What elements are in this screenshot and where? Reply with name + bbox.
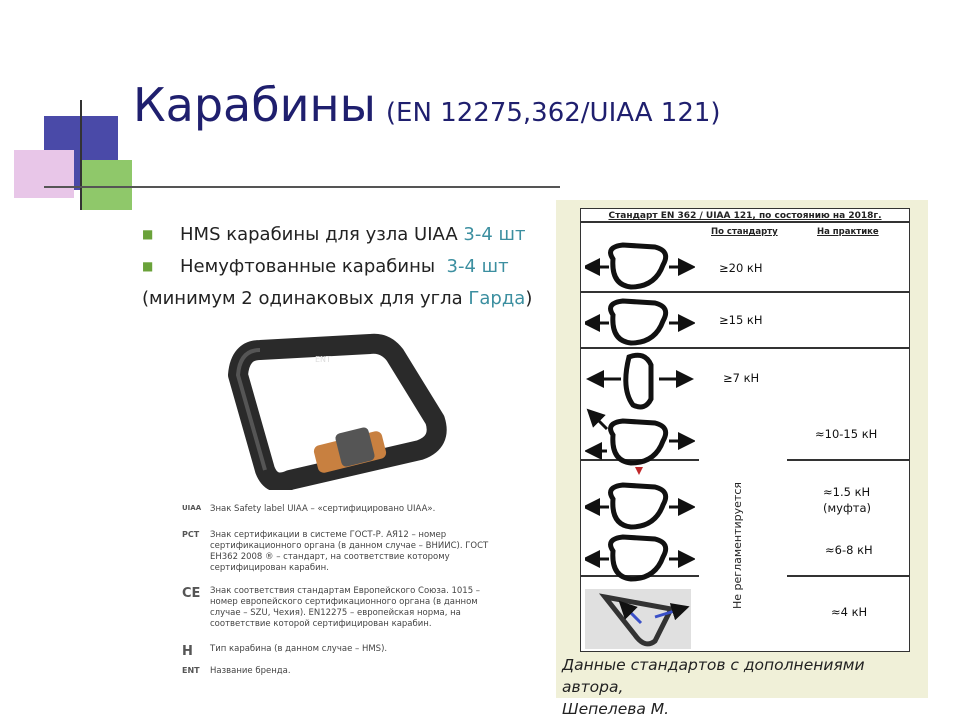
bullet-text: Немуфтованные карабины [180,255,436,277]
legend-text: Тип карабина (в данном случае – HMS). [210,644,388,654]
value-r5b: (муфта) [823,501,872,515]
value-r3: ≥7 кН [723,371,760,385]
caption-line2: Шепелева М. [562,700,670,718]
legend-row [182,586,500,630]
note-prefix: (минимум 2 одинаковых для угла [142,287,463,309]
legend-row [182,666,500,677]
legend-row [182,504,500,515]
column-standard: По стандарту [711,227,778,237]
value-r6: ≈6-8 кН [825,543,873,557]
carabiner-engraving: ENT [315,355,331,364]
pct-mark-icon: РСТ [182,530,200,539]
legend-text: Название бренда. [210,666,291,676]
note-suffix: ) [525,287,533,309]
hms-mark-icon: H [182,644,193,659]
bullet-highlight: 3-4 шт [463,223,526,245]
page-title [133,78,721,132]
legend-text: Знак сертификации в системе ГОСТ-Р. АЯ12 – номер сертификационного органа (в данном случае – ВНИИС). ГОСТ ЕН362 2008 ® – стандарт, на соответствие которому сертифицирован карабин. [210,530,489,573]
standards-table [580,208,910,652]
carabiner-diagram [591,245,687,287]
value-r2: ≥15 кН [719,313,763,327]
panel-caption [562,654,928,720]
carabiner-photo [220,330,460,490]
decor-square-green [82,160,132,210]
decor-square-pink [14,150,74,198]
decor-line-v [80,100,82,210]
bullet-text: HMS карабины для узла UIAA [180,223,458,245]
carabiner-diagram [585,589,691,649]
divider [787,459,909,461]
legend-row [182,530,500,574]
value-r4: ≈10-15 кН [815,427,878,441]
legend-text: Знак Safety label UIAA – «сертифицировано UIAA». [210,504,436,514]
ce-mark-icon: CE [182,586,201,601]
bullet-marker-icon: ■ [142,259,154,273]
bullet-highlight: 3-4 шт [446,255,509,277]
note-line [142,282,532,314]
legend-text: Знак соответствия стандартам Европейского Союза. 1015 – номер европейского сертификационного органа (в данном случае – SZU, Чехия). EN12275 – европейская норма, на соответствие которой сертифицирован карабин. [210,586,481,629]
bullet-list [142,218,532,314]
legend-row [182,644,500,659]
uiaa-mark-icon: UIAA [182,504,202,512]
carabiner-diagrams [585,229,695,649]
value-r1: ≥20 кН [719,261,763,275]
table-header: Стандарт EN 362 / UIAA 121, по состоянию на 2018г. [608,211,882,221]
carabiner-diagram [591,467,687,527]
divider [581,221,909,223]
column-practice: На практике [817,227,879,237]
carabiner-diagram [595,355,685,407]
brand-mark-icon: ENT [182,666,200,675]
caption-line1: Данные стандартов с дополнениями автора, [562,656,865,696]
note-highlight: Гарда [468,287,526,309]
carabiner-diagram [593,415,687,463]
bullet-item [142,218,532,250]
decor-line-h [44,186,560,188]
bullet-marker-icon: ■ [142,227,154,241]
value-r7: ≈4 кН [831,605,868,619]
vertical-label: Не регламентируется [731,482,744,609]
value-r5a: ≈1.5 кН [823,485,871,499]
title-main: Карабины [133,78,376,132]
divider [787,575,909,577]
carabiner-diagram [591,301,687,343]
title-sub: (EN 12275,362/UIAA 121) [385,98,721,128]
bullet-item [142,250,532,282]
carabiner-diagram [591,537,687,579]
